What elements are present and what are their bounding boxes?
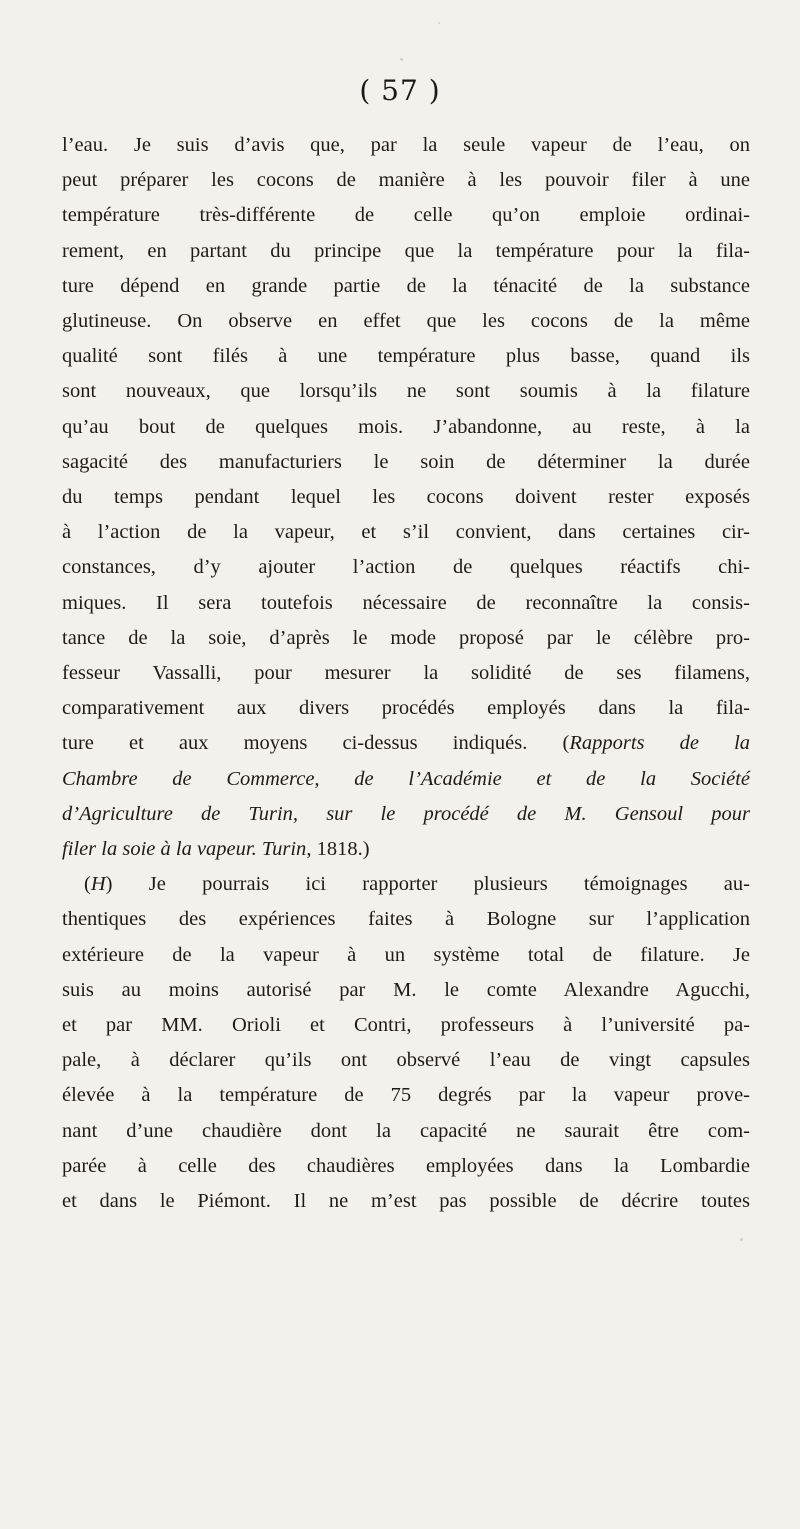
text-line: miques. Il sera toutefois nécessaire de reconnaître la consis-	[62, 591, 750, 614]
text-line: parée à celle des chaudières employées dans la Lombardie	[62, 1154, 750, 1177]
text-line: l’eau. Je suis d’avis que, par la seule vapeur de l’eau, on	[62, 134, 750, 156]
text-line: à l’action de la vapeur, et s’il convient, dans certaines cir-	[62, 521, 750, 544]
citation-title: filer la soie à la vapeur. Turin	[62, 838, 307, 861]
citation-title: Rapports de la	[569, 732, 751, 755]
body-text	[62, 128, 750, 1219]
text-line: du temps pendant lequel les cocons doivent rester exposés	[62, 486, 750, 509]
text-line: thentiques des expériences faites à Bologne sur l’application	[62, 908, 750, 931]
text-line: ture dépend en grande partie de la ténacité de la substance	[62, 274, 750, 297]
text-line: qu’au bout de quelques mois. J’abandonne, au reste, à la	[62, 415, 750, 438]
text-line: sagacité des manufacturiers le soin de déterminer la durée	[62, 450, 750, 473]
text-line	[62, 867, 750, 902]
paragraph-2	[62, 867, 750, 902]
citation-line	[62, 832, 750, 867]
page-number: ( 57 )	[359, 74, 441, 107]
text-line: nant d’une chaudière dont la capacité ne saurait être com-	[62, 1119, 750, 1142]
paragraph-2-continued	[62, 902, 750, 1219]
text-line: peut préparer les cocons de manière à les pouvoir filer à une	[62, 169, 750, 192]
citation-line	[62, 797, 750, 832]
citation-title: d’Agriculture de Turin, sur le procédé de M. Gensoul pour	[62, 802, 750, 825]
text-line: et par MM. Orioli et Contri, professeurs à l’université pa-	[62, 1014, 750, 1037]
citation-line	[62, 762, 750, 797]
paper-speck	[438, 22, 440, 24]
text-line-with-citation	[62, 726, 750, 761]
text-fragment: Je pourrais ici rapporter plusieurs témoignages au-	[112, 873, 750, 896]
text-line: température très-différente de celle qu’on emploie ordinai-	[62, 204, 750, 227]
text-line: élevée à la température de 75 degrés par la vapeur prove-	[62, 1084, 750, 1107]
text-line: tance de la soie, d’après le mode proposé par le célèbre pro-	[62, 626, 750, 649]
text-line: constances, d’y ajouter l’action de quelques réactifs chi-	[62, 556, 750, 579]
text-line: comparativement aux divers procédés employés dans la fila-	[62, 697, 750, 720]
citation-date: , 1818.)	[306, 838, 370, 861]
text-line: qualité sont filés à une température plus basse, quand ils	[62, 345, 750, 368]
paragraph-1	[62, 128, 750, 867]
text-line: sont nouveaux, que lorsqu’ils ne sont soumis à la filature	[62, 380, 750, 403]
note-label: (H)	[84, 873, 113, 896]
text-line: extérieure de la vapeur à un système total de filature. Je	[62, 943, 750, 966]
citation-title: Chambre de Commerce, de l’Académie et de la Société	[62, 767, 750, 790]
text-line: glutineuse. On observe en effet que les cocons de la même	[62, 310, 750, 333]
text-fragment: ture et aux moyens ci-dessus indiqués. (	[62, 732, 570, 755]
text-line: rement, en partant du principe que la température pour la fila-	[62, 239, 750, 262]
text-line: pale, à déclarer qu’ils ont observé l’eau de vingt capsules	[62, 1049, 750, 1072]
paper-speck	[400, 58, 403, 61]
text-line: et dans le Piémont. Il ne m’est pas possible de décrire toutes	[62, 1190, 750, 1213]
paper-speck	[740, 1238, 743, 1241]
text-line: suis au moins autorisé par M. le comte Alexandre Agucchi,	[62, 978, 750, 1001]
text-line: fesseur Vassalli, pour mesurer la solidité de ses filamens,	[62, 662, 750, 685]
